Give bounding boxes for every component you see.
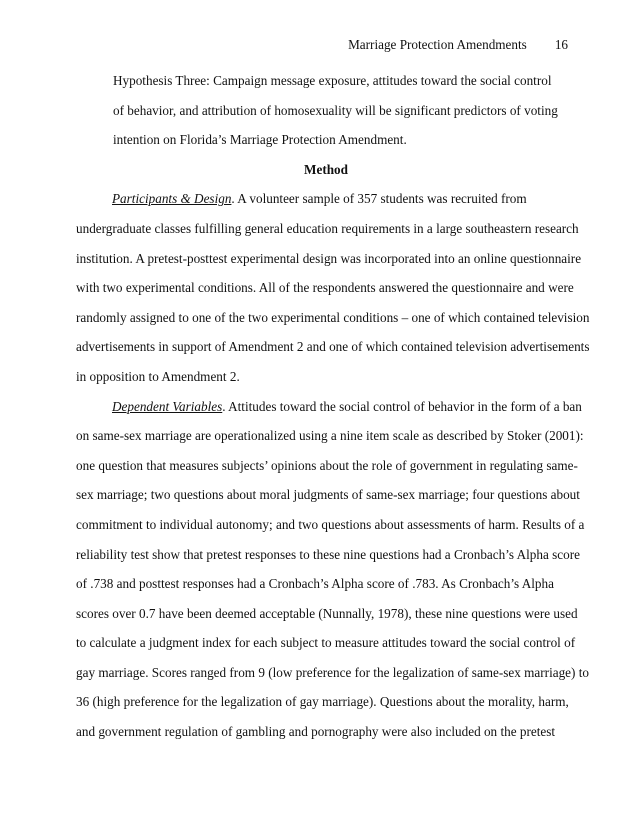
paragraph-line: to calculate a judgment index for each subject to measure attitudes toward the social control of	[76, 635, 576, 651]
paragraph-line: sex marriage; two questions about moral judgments of same-sex marriage; four questions about	[76, 487, 580, 503]
paragraph-line: institution. A pretest-posttest experimental design was incorporated into an online questionnaire	[76, 250, 582, 266]
paragraph-line: undergraduate classes fulfilling general education requirements in a large southeastern research	[76, 220, 579, 236]
hypothesis-line: of behavior, and attribution of homosexuality will be significant predictors of voting	[113, 102, 558, 118]
paragraph-text: . A volunteer sample of 357 students was recruited from	[231, 191, 527, 207]
body-text	[76, 66, 590, 747]
running-head	[348, 37, 568, 53]
paragraph-line: of .738 and posttest responses had a Cronbach’s Alpha score of .783. As Cronbach’s Alpha	[76, 576, 554, 592]
paragraph-line	[76, 392, 582, 422]
paragraph-line: 36 (high preference for the legalization of gay marriage). Questions about the morality, harm,	[76, 694, 569, 710]
subheading-dependent-variables: Dependent Variables	[112, 398, 223, 414]
paragraph-line: commitment to individual autonomy; and two questions about assessments of harm. Results of a	[76, 516, 585, 532]
paragraph-line: gay marriage. Scores ranged from 9 (low preference for the legalization of same-sex marriage) to	[76, 664, 589, 680]
paragraph-line	[76, 184, 576, 214]
paragraph-line: randomly assigned to one of the two experimental conditions – one of which contained television	[76, 309, 590, 325]
paragraph-line: scores over 0.7 have been deemed acceptable (Nunnally, 1978), these nine questions were used	[76, 605, 578, 621]
page-number: 16	[554, 37, 568, 52]
section-heading-method: Method	[304, 161, 348, 177]
paragraph-line: one question that measures subjects’ opinions about the role of government in regulating same-	[76, 457, 578, 473]
paragraph-line: and government regulation of gambling and pornography were also included on the pretest	[76, 724, 556, 740]
paragraph-line: advertisements in support of Amendment 2 and one of which contained television advertisements	[76, 339, 590, 355]
hypothesis-line: Hypothesis Three: Campaign message exposure, attitudes toward the social control	[113, 73, 552, 88]
subheading-participants: Participants & Design	[112, 191, 232, 207]
paragraph-line: in opposition to Amendment 2.	[76, 368, 240, 384]
paragraph-text: . Attitudes toward the social control of behavior in the form of a ban	[222, 398, 582, 414]
paragraph-line: with two experimental conditions. All of the respondents answered the questionnaire and were	[76, 280, 574, 296]
running-head-title: Marriage Protection Amendments	[348, 37, 527, 52]
paragraph-line: reliability test show that pretest responses to these nine questions had a Cronbach’s Alpha score	[76, 546, 580, 562]
paragraph-line: on same-sex marriage are operationalized using a nine item scale as described by Stoker (2001):	[76, 428, 584, 444]
hypothesis-line: intention on Florida’s Marriage Protection Amendment.	[113, 132, 407, 148]
